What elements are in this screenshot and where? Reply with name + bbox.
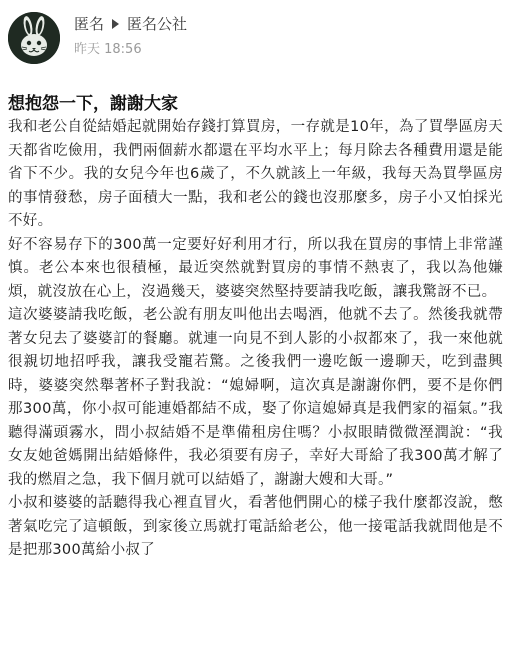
board-link[interactable]: 匿名公社 xyxy=(127,15,188,33)
breadcrumb xyxy=(74,14,187,34)
post-meta xyxy=(74,14,187,58)
post-paragraph: 我和老公自從結婚起就開始存錢打算買房，一存就是10年，為了買學區房天天都省吃儉用，我們兩個薪水都還在平均水平上；每月除去各種費用還是能省下不少。我的女兒今年也6歲了，不久就該上一年級，我每天為買學區房的事情發愁，房子面積大一點，我和老公的錢也沒那麼多，房子小又怕採光不好。 xyxy=(8,119,503,229)
rabbit-icon xyxy=(8,12,60,64)
caret-right-icon xyxy=(112,19,119,29)
post-header xyxy=(8,8,503,60)
post-paragraph: 小叔和婆婆的話聽得我心裡直冒火，看著他們開心的樣子我什麼都沒說，憋著氣吃完了這頓飯，到家後立馬就打電話給老公，他一接電話我就問他是不是把那300萬給小叔了 xyxy=(8,495,503,558)
post-title: 想抱怨一下，謝謝大家 xyxy=(8,94,178,114)
post-paragraph: 好不容易存下的300萬一定要好好利用才行，所以我在買房的事情上非常謹慎。老公本來也很積極，最近突然就對買房的事情不熱衷了，我以為他嫌煩，就沒放在心上，沒過幾天，婆婆突然堅持要請我吃飯，讓我驚訝不已。 xyxy=(8,236,503,300)
author-name[interactable]: 匿名 xyxy=(74,15,105,33)
post-time: 昨天 18:56 xyxy=(74,42,142,57)
avatar[interactable] xyxy=(8,12,60,64)
post-paragraph: 這次婆婆請我吃飯，老公說有朋友叫他出去喝酒，他就不去了。然後我就帶著女兒去了婆婆訂的餐廳。就連一向見不到人影的小叔都來了，我一來他就很親切地招呼我，讓我受寵若驚。之後我們一邊吃飯一邊聊天，吃到盡興時，婆婆突然舉著杯子對我說：“媳婦啊，這次真是謝謝你們，要不是你們那300萬，你小叔可能連婚都結不成，娶了你這媳婦真是我們家的福氣。”我聽得滿頭霧水，問小叔結婚不是準備租房住嗎？小叔眼睛微微溼潤說：“我女友她爸媽開出結婚條件，我必須要有房子，幸好大哥給了我300萬才解了我的燃眉之急，我下個月就可以結婚了，謝謝大嫂和大哥。” xyxy=(8,307,503,488)
post-content xyxy=(8,116,503,563)
